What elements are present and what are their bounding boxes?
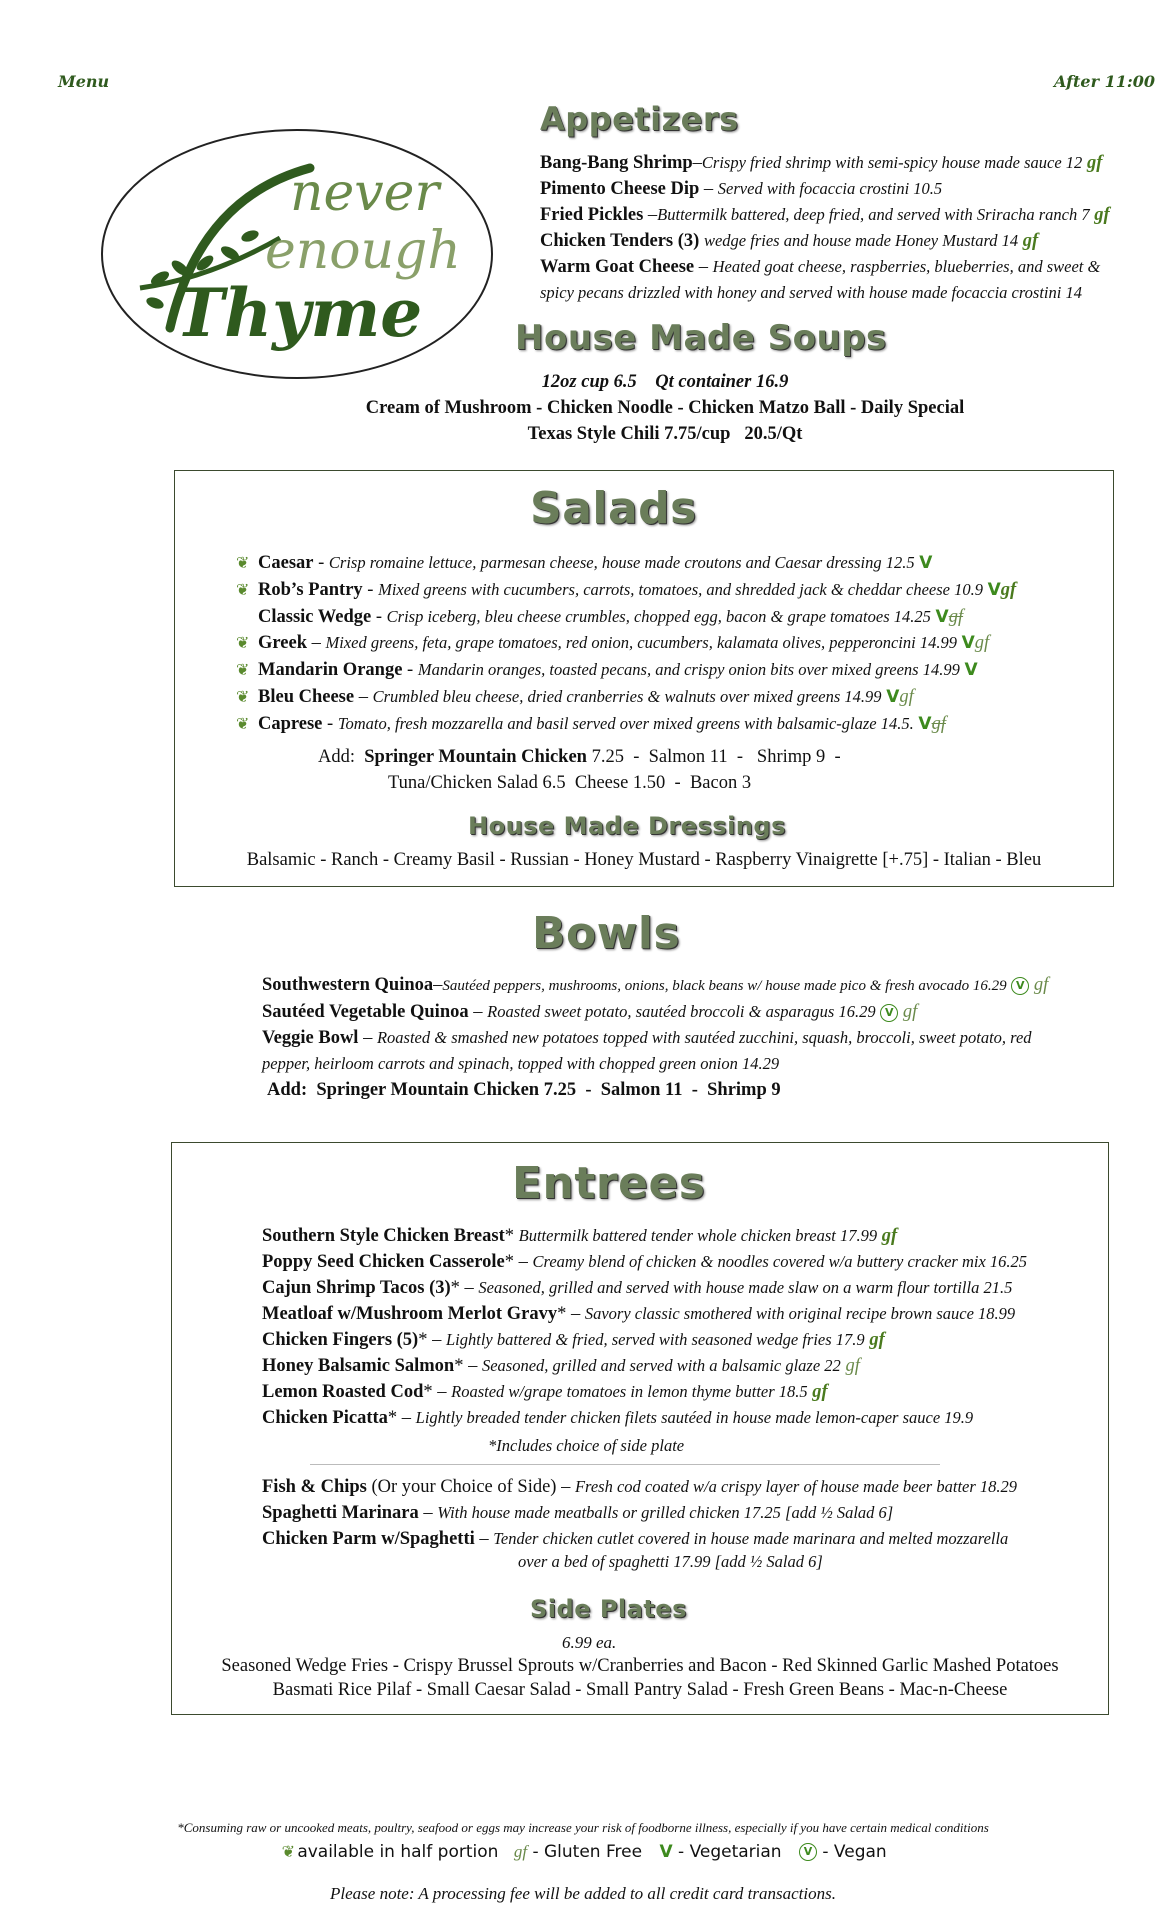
legend — [0, 1842, 1166, 1862]
side-plates-line2: Basmati Rice Pilaf - Small Caesar Salad - Small Pantry Salad - Fresh Green Beans - Mac-n-Cheese — [272, 1680, 1008, 1700]
half-portion-icon: ❦ — [236, 689, 250, 706]
gluten-free-mark: gf — [1033, 975, 1049, 995]
appetizer-item: Fried Pickles –Buttermilk battered, deep fried, and served with Sriracha ranch 7 gf — [540, 205, 1110, 225]
vegan-mark: V — [880, 1004, 898, 1022]
half-portion-icon: ❦ — [236, 555, 250, 572]
logo-word-thyme: Thyme — [175, 274, 423, 352]
dressings-list: Balsamic - Ranch - Creamy Basil - Russian - Honey Mustard - Raspberry Vinaigrette [+.75] - Italian - Bleu — [246, 850, 1042, 870]
appetizer-item: Warm Goat Cheese – Heated goat cheese, raspberries, blueberries, and sweet & — [540, 257, 1101, 277]
gluten-free-mark: gf — [812, 1382, 828, 1402]
gluten-free-mark: gf — [1000, 580, 1017, 600]
vegetarian-mark: V — [964, 660, 978, 680]
appetizers-list — [540, 150, 1110, 306]
side-plates-line1: Seasoned Wedge Fries - Crispy Brussel Sprouts w/Cranberries and Bacon - Red Skinned Garlic Mashed Potatoes — [221, 1656, 1059, 1676]
salad-item: ❦ Bleu Cheese – Crumbled bleu cheese, dried cranberries & walnuts over mixed greens 14.99 Vgf — [236, 684, 1016, 711]
gluten-free-mark: gf — [845, 1356, 860, 1376]
gluten-free-mark: gf — [974, 633, 990, 653]
bowl-item-continued: pepper, heirloom carrots and spinach, topped with chopped green onion 14.29 — [262, 1054, 780, 1073]
specials-list — [262, 1474, 1017, 1552]
soup-list: Cream of Mushroom - Chicken Noodle - Chicken Matzo Ball - Daily Special — [365, 398, 965, 418]
salad-item: Classic Wedge - Crisp iceberg, bleu cheese crumbles, chopped egg, bacon & grape tomatoes 14.25 Vgf — [258, 607, 964, 627]
entree-item: Honey Balsamic Salmon* – Seasoned, grilled and served with a balsamic glaze 22 gf — [262, 1356, 860, 1376]
dressings-heading: House Made Dressings — [468, 812, 786, 840]
half-portion-icon: ❦ — [236, 582, 250, 599]
special-item: Spaghetti Marinara – With house made meatballs or grilled chicken 17.25 [add ½ Salad 6] — [262, 1503, 894, 1523]
vegetarian-mark: V — [961, 633, 975, 653]
chili: Texas Style Chili 7.75/cup 20.5/Qt — [527, 424, 803, 444]
logo-word-never: never — [290, 163, 440, 223]
half-portion-icon: ❦ — [236, 716, 250, 733]
half-portion-icon: ❦ — [281, 1842, 296, 1861]
time-label: After 11:00 — [1054, 72, 1156, 91]
bowl-add-ons: Add: Springer Mountain Chicken 7.25 - Salmon 11 - Shrimp 9 — [267, 1080, 781, 1100]
salad-item: ❦ Caesar - Crisp romaine lettuce, parmesan cheese, house made croutons and Caesar dressing 12.5 V — [236, 550, 1016, 577]
half-portion-icon: ❦ — [236, 635, 250, 652]
logo — [100, 128, 495, 381]
bowl-item: Sautéed Vegetable Quinoa – Roasted sweet potato, sautéed broccoli & asparagus 16.29 V gf — [262, 1002, 918, 1022]
entree-item: Southern Style Chicken Breast* Buttermilk battered tender whole chicken breast 17.99 gf — [262, 1226, 898, 1246]
legend-vegetarian: - Vegetarian — [672, 1842, 782, 1862]
appetizer-item-continued: spicy pecans drizzled with honey and served with house made focaccia crostini 14 — [540, 283, 1082, 302]
side-plates-price: 6.99 ea. — [562, 1633, 617, 1652]
vegetarian-mark: V — [886, 687, 900, 707]
soup-sizes-row — [0, 372, 1166, 393]
gluten-free-mark: gf — [1022, 231, 1039, 251]
special-item: Chicken Parm w/Spaghetti – Tender chicken cutlet covered in house made marinara and melted mozzarella — [262, 1529, 1009, 1549]
bowls-heading: Bowls — [532, 908, 681, 959]
appetizer-item: Chicken Tenders (3) wedge fries and house made Honey Mustard 14 gf — [540, 231, 1039, 251]
gluten-free-mark: gf — [948, 607, 964, 627]
entree-item: Cajun Shrimp Tacos (3)* – Seasoned, grilled and served with house made slaw on a warm flour tortilla 21.5 — [262, 1278, 1013, 1298]
entree-item: Poppy Seed Chicken Casserole* – Creamy blend of chicken & noodles covered w/a buttery cracker mix 16.25 — [262, 1252, 1028, 1272]
gluten-free-mark: gf — [881, 1226, 898, 1246]
legend-vegan: - Vegan — [816, 1842, 887, 1862]
bowl-item: Southwestern Quinoa–Sautéed peppers, mushrooms, onions, black beans w/ house made pico & fresh avocado 16.29 V gf — [262, 975, 1049, 995]
entree-item: Meatloaf w/Mushroom Merlot Gravy* – Savory classic smothered with original recipe brown sauce 18.99 — [262, 1304, 1016, 1324]
vegan-mark: V — [1011, 977, 1029, 995]
salads-list — [236, 550, 1016, 738]
gluten-free-mark: gf — [902, 1002, 918, 1022]
entrees-heading: Entrees — [512, 1158, 706, 1209]
entree-item: Chicken Fingers (5)* – Lightly battered & fried, served with seasoned wedge fries 17.9 gf — [262, 1330, 885, 1350]
entree-item: Chicken Picatta* – Lightly breaded tender chicken filets sautéed in house made lemon-caper sauce 19.9 — [262, 1408, 974, 1428]
half-portion-icon: ❦ — [236, 662, 250, 679]
menu-label: Menu — [58, 72, 110, 91]
salad-item: ❦ Rob’s Pantry - Mixed greens with cucumbers, carrots, tomatoes, and shredded jack & cheddar cheese 10.9 Vgf — [236, 577, 1016, 604]
legend-half: available in half portion — [297, 1842, 499, 1862]
food-safety-warning: *Consuming raw or uncooked meats, poultry, seafood or eggs may increase your risk of foodborne illness, especially if you have certain medical conditions — [177, 1820, 989, 1835]
bowls-list — [262, 972, 1048, 1103]
appetizer-item: Pimento Cheese Dip – Served with focaccia crostini 10.5 — [540, 179, 943, 199]
vegetarian-mark: V — [659, 1842, 673, 1862]
appetizer-item: Bang-Bang Shrimp–Crispy fried shrimp with semi-spicy house made sauce 12 gf — [540, 153, 1103, 173]
divider — [310, 1464, 940, 1465]
vegetarian-mark: V — [918, 714, 932, 734]
gluten-free-mark: gf — [899, 687, 914, 707]
salad-item: ❦ Mandarin Orange - Mandarin oranges, toasted pecans, and crispy onion bits over mixed greens 14.99 V — [236, 657, 1016, 684]
gluten-free-mark: gf — [1086, 153, 1103, 173]
salad-item: ❦ Greek – Mixed greens, feta, grape tomatoes, red onion, cucumbers, kalamata olives, pepperoncini 14.99 Vgf — [236, 630, 1016, 657]
soup-sizes: 12oz cup 6.5 Qt container 16.9 — [541, 372, 789, 392]
special-item: Fish & Chips (Or your Choice of Side) – Fresh cod coated w/a crispy layer of house made beer batter 18.29 — [262, 1477, 1018, 1497]
processing-fee-note: Please note: A processing fee will be added to all credit card transactions. — [330, 1884, 836, 1903]
legend-gluten-free: - Gluten Free — [527, 1842, 643, 1862]
logo-word-enough: enough — [265, 221, 461, 281]
logo-graphic — [100, 128, 495, 381]
gluten-free-mark: gf — [931, 714, 946, 734]
soups-heading: House Made Soups — [515, 318, 887, 358]
gluten-free-mark: gf — [1094, 205, 1110, 225]
special-item-continued: over a bed of spaghetti 17.99 [add ½ Salad 6] — [518, 1552, 823, 1571]
entrees-list — [262, 1223, 1027, 1431]
gluten-free-mark: gf — [869, 1330, 885, 1350]
vegetarian-mark: V — [987, 580, 1001, 600]
salad-item: ❦ Caprese - Tomato, fresh mozzarella and basil served over mixed greens with balsamic-glaze 14.5. Vgf — [236, 711, 1016, 738]
side-plate-note: *Includes choice of side plate — [488, 1436, 685, 1455]
side-plates-heading: Side Plates — [530, 1595, 687, 1623]
salad-add-ons-line2: Tuna/Chicken Salad 6.5 Cheese 1.50 - Bacon 3 — [388, 773, 752, 793]
vegetarian-mark: V — [935, 607, 949, 627]
vegetarian-mark: V — [919, 553, 933, 573]
appetizers-heading: Appetizers — [540, 100, 739, 138]
entree-item: Lemon Roasted Cod* – Roasted w/grape tomatoes in lemon thyme butter 18.5 gf — [262, 1382, 828, 1402]
bowl-item: Veggie Bowl – Roasted & smashed new potatoes topped with sautéed zucchini, squash, broccoli, sweet potato, red — [262, 1028, 1032, 1048]
vegan-mark: V — [799, 1843, 817, 1861]
salad-add-ons-line1: Add: Springer Mountain Chicken 7.25 - Salmon 11 - Shrimp 9 - — [318, 747, 841, 767]
salads-heading: Salads — [530, 483, 697, 534]
gluten-free-mark: gf — [513, 1842, 528, 1861]
